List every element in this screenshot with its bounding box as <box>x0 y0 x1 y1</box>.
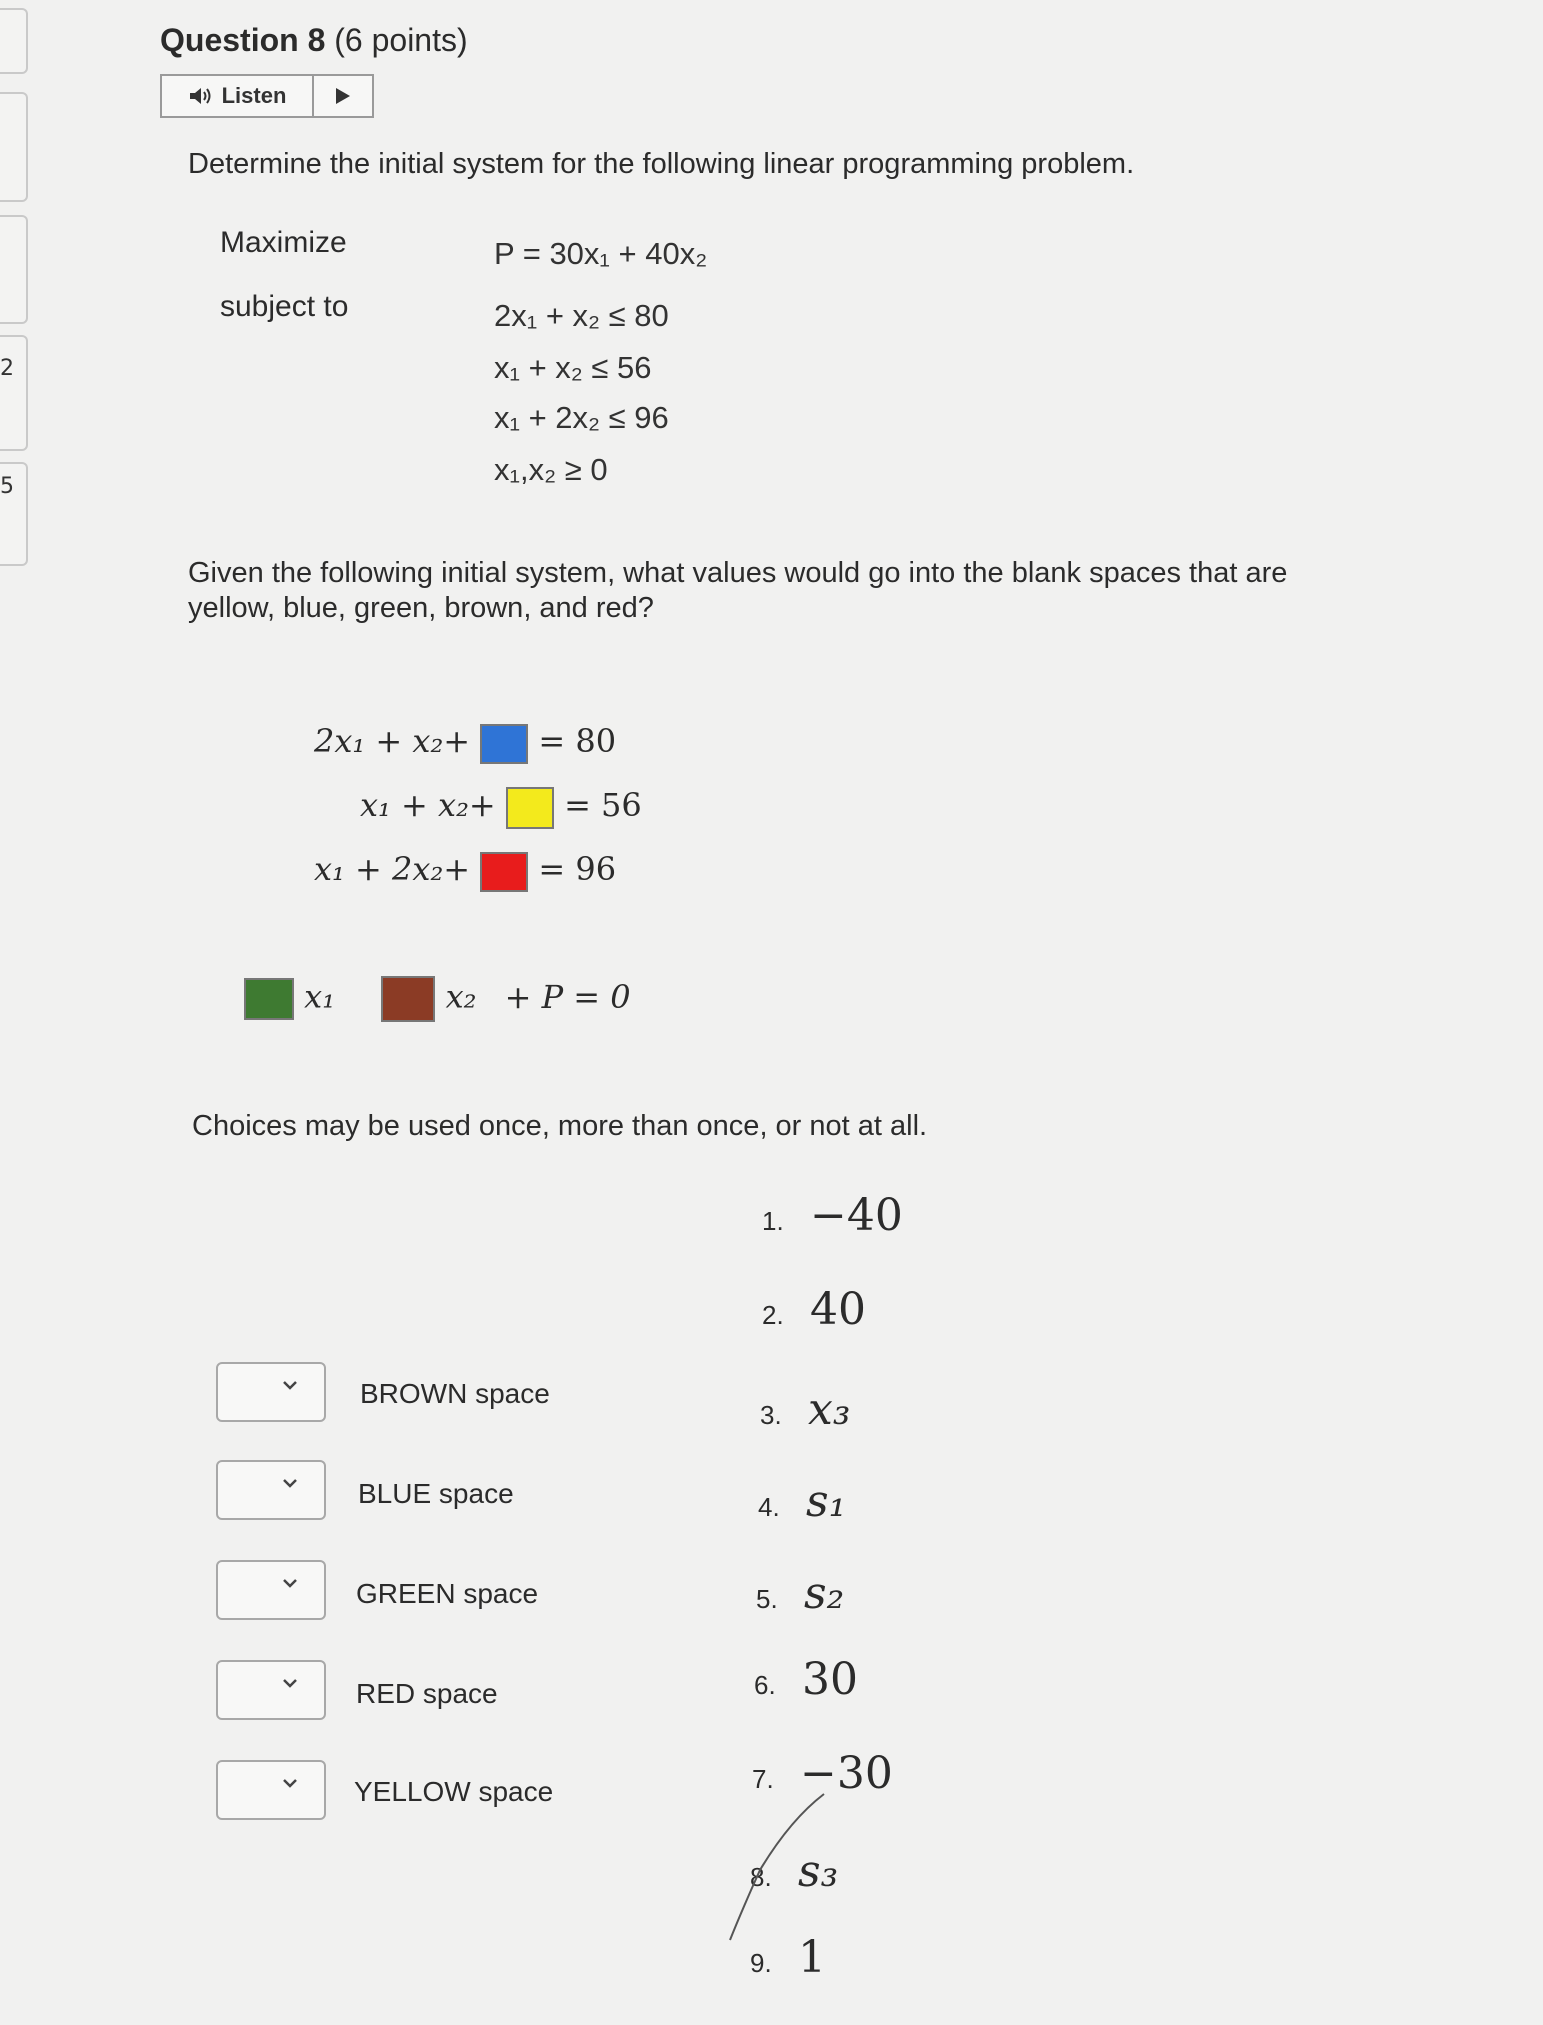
choice-value: s₁ <box>806 1476 847 1527</box>
chevron-down-icon <box>282 1678 298 1688</box>
choice-value: −30 <box>800 1748 893 1799</box>
row-2-rhs: = 56 <box>564 786 642 824</box>
row-1-rhs: = 80 <box>538 722 617 760</box>
choice-number: 1. <box>762 1206 784 1236</box>
maximize-label: Maximize <box>220 226 347 259</box>
chevron-down-icon <box>282 1778 298 1788</box>
choice-number: 7. <box>752 1764 774 1794</box>
choice-item <box>758 1476 846 1527</box>
choice-number: 5. <box>756 1584 778 1614</box>
speaker-icon <box>188 86 214 106</box>
sidebar-tab[interactable] <box>0 92 28 202</box>
choice-number: 8. <box>750 1862 772 1892</box>
choice-value: s₂ <box>804 1568 845 1619</box>
choice-item <box>762 1190 903 1241</box>
choice-item <box>760 1384 850 1435</box>
sidebar-tab[interactable] <box>0 335 28 451</box>
choice-value: −40 <box>810 1190 903 1241</box>
yellow-blank-box <box>506 787 554 829</box>
instructions-text: Choices may be used once, more than once, or not at all. <box>192 1110 928 1142</box>
blue-space-select[interactable] <box>216 1460 326 1520</box>
chevron-down-icon <box>282 1478 298 1488</box>
green-blank-box <box>244 978 294 1020</box>
question-title <box>160 22 468 59</box>
sidebar-tab[interactable] <box>0 8 28 74</box>
constraint-1: 2x₁ + x₂ ≤ 80 <box>494 298 669 333</box>
system-row-1 <box>314 722 616 764</box>
constraint-2: x₁ + x₂ ≤ 56 <box>494 350 652 385</box>
brown-blank-box <box>381 976 435 1022</box>
choice-value: 1 <box>798 1932 826 1983</box>
choice-number: 6. <box>754 1670 776 1700</box>
system-row-2 <box>360 786 642 829</box>
prompt-text: Determine the initial system for the following linear programming problem. <box>188 148 1135 180</box>
choice-value: x₃ <box>808 1384 851 1435</box>
constraint-3: x₁ + 2x₂ ≤ 96 <box>494 400 669 435</box>
brown-space-label: BROWN space <box>360 1378 550 1409</box>
row-1-lhs: 2x₁ + x₂+ <box>314 722 471 760</box>
choice-item <box>756 1568 844 1619</box>
objective-x1: x₁ <box>304 977 336 1016</box>
chevron-down-icon <box>282 1380 298 1390</box>
red-space-label: RED space <box>356 1678 498 1709</box>
chevron-down-icon <box>282 1578 298 1588</box>
choice-value: 30 <box>802 1654 858 1705</box>
objective-x2: x₂ <box>445 977 477 1016</box>
sidebar-mark: 5 <box>0 474 14 499</box>
yellow-space-label: YELLOW space <box>354 1776 554 1807</box>
blue-space-label: BLUE space <box>358 1478 514 1509</box>
choice-number: 4. <box>758 1492 780 1522</box>
green-space-select[interactable] <box>216 1560 326 1620</box>
red-space-select[interactable] <box>216 1660 326 1720</box>
play-button[interactable] <box>314 76 372 116</box>
row-3-rhs: = 96 <box>538 850 617 888</box>
green-space-label: GREEN space <box>356 1578 539 1609</box>
choice-item <box>762 1284 866 1335</box>
listen-label: Listen <box>221 83 287 108</box>
row-2-lhs: x₁ + x₂+ <box>360 786 496 824</box>
yellow-space-select[interactable] <box>216 1760 326 1820</box>
listen-button[interactable] <box>162 76 314 116</box>
blue-blank-box <box>480 724 528 764</box>
choice-number: 9. <box>750 1948 772 1978</box>
listen-widget <box>160 74 374 118</box>
sidebar-tab[interactable] <box>0 215 28 324</box>
subject-to-label: subject to <box>220 290 349 323</box>
red-blank-box <box>480 852 528 892</box>
constraint-4: x₁,x₂ ≥ 0 <box>494 452 608 487</box>
choice-number: 2. <box>762 1300 784 1330</box>
choice-item <box>754 1654 858 1705</box>
objective-function: P = 30x₁ + 40x₂ <box>494 236 708 271</box>
system-row-3 <box>314 850 616 892</box>
sidebar-mark: 2 <box>0 356 14 381</box>
brown-space-select[interactable] <box>216 1362 326 1422</box>
question-points: (6 points) <box>334 22 468 58</box>
objective-row <box>244 976 631 1022</box>
question-text: Given the following initial system, what values would go into the blank spaces that are yellow, blue, green, brown, and red? <box>188 557 1288 624</box>
play-icon <box>335 87 351 105</box>
pen-mark <box>720 1790 840 1950</box>
choice-number: 3. <box>760 1400 782 1430</box>
objective-tail: + P = 0 <box>504 977 631 1016</box>
row-3-lhs: x₁ + 2x₂+ <box>314 850 471 888</box>
question-number: Question 8 <box>160 22 326 58</box>
choice-value: 40 <box>810 1284 866 1335</box>
choice-value: s₃ <box>798 1846 839 1897</box>
